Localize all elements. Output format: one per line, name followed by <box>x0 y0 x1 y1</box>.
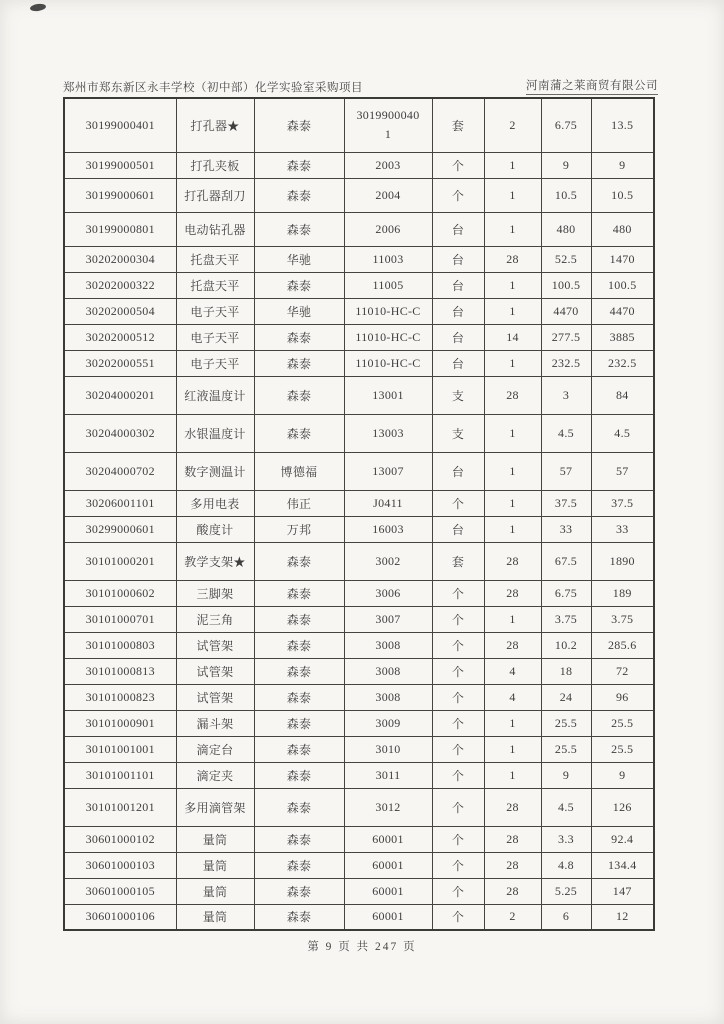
cell-unit_price: 33 <box>541 516 591 542</box>
cell-brand: 森泰 <box>254 606 344 632</box>
cell-qty: 28 <box>484 826 541 852</box>
cell-unit: 个 <box>432 710 484 736</box>
cell-code: 30206001101 <box>64 490 176 516</box>
cell-brand: 森泰 <box>254 788 344 826</box>
cell-total: 72 <box>591 658 654 684</box>
cell-name: 多用电表 <box>176 490 254 516</box>
cell-unit_price: 6.75 <box>541 580 591 606</box>
cell-code: 30204000302 <box>64 414 176 452</box>
cell-total: 12 <box>591 904 654 930</box>
cell-brand: 森泰 <box>254 324 344 350</box>
cell-code: 30601000106 <box>64 904 176 930</box>
cell-total: 1470 <box>591 246 654 272</box>
cell-name: 托盘天平 <box>176 246 254 272</box>
cell-model: 13007 <box>344 452 432 490</box>
cell-brand: 森泰 <box>254 272 344 298</box>
table-row <box>64 414 654 452</box>
cell-model: 2006 <box>344 212 432 246</box>
cell-brand: 华驰 <box>254 246 344 272</box>
cell-model: J0411 <box>344 490 432 516</box>
cell-unit: 台 <box>432 246 484 272</box>
table-row <box>64 904 654 930</box>
cell-brand: 森泰 <box>254 178 344 212</box>
cell-code: 30101000201 <box>64 542 176 580</box>
cell-brand: 森泰 <box>254 152 344 178</box>
cell-code: 30601000102 <box>64 826 176 852</box>
table-row <box>64 350 654 376</box>
cell-brand: 森泰 <box>254 658 344 684</box>
table-row <box>64 212 654 246</box>
cell-total: 480 <box>591 212 654 246</box>
table-row <box>64 878 654 904</box>
cell-model: 3011 <box>344 762 432 788</box>
project-title: 郑州市郑东新区永丰学校（初中部）化学实验室采购项目 <box>63 82 363 94</box>
cell-code: 30204000702 <box>64 452 176 490</box>
cell-total: 189 <box>591 580 654 606</box>
cell-qty: 1 <box>484 272 541 298</box>
cell-brand: 森泰 <box>254 414 344 452</box>
cell-model: 11005 <box>344 272 432 298</box>
cell-total: 57 <box>591 452 654 490</box>
cell-code: 30101001001 <box>64 736 176 762</box>
cell-qty: 1 <box>484 710 541 736</box>
cell-code: 30601000103 <box>64 852 176 878</box>
cell-name: 试管架 <box>176 632 254 658</box>
table-row <box>64 736 654 762</box>
cell-model: 11010-HC-C <box>344 350 432 376</box>
cell-unit: 个 <box>432 580 484 606</box>
cell-code: 30601000105 <box>64 878 176 904</box>
cell-code: 30204000201 <box>64 376 176 414</box>
cell-model: 13001 <box>344 376 432 414</box>
cell-unit_price: 277.5 <box>541 324 591 350</box>
table-row <box>64 298 654 324</box>
cell-brand: 森泰 <box>254 632 344 658</box>
cell-brand: 森泰 <box>254 376 344 414</box>
cell-unit: 套 <box>432 542 484 580</box>
cell-qty: 28 <box>484 878 541 904</box>
cell-unit_price: 6.75 <box>541 98 591 152</box>
cell-code: 30202000322 <box>64 272 176 298</box>
table-row <box>64 376 654 414</box>
cell-model: 16003 <box>344 516 432 542</box>
cell-model: 3010 <box>344 736 432 762</box>
table-row <box>64 452 654 490</box>
cell-code: 30199000501 <box>64 152 176 178</box>
cell-brand: 森泰 <box>254 350 344 376</box>
cell-total: 285.6 <box>591 632 654 658</box>
cell-unit_price: 37.5 <box>541 490 591 516</box>
cell-qty: 1 <box>484 736 541 762</box>
cell-unit: 台 <box>432 272 484 298</box>
cell-unit: 个 <box>432 178 484 212</box>
cell-qty: 1 <box>484 152 541 178</box>
cell-total: 3885 <box>591 324 654 350</box>
cell-unit_price: 10.2 <box>541 632 591 658</box>
cell-unit: 个 <box>432 826 484 852</box>
items-table-body <box>64 98 654 930</box>
cell-model: 11010-HC-C <box>344 298 432 324</box>
cell-unit_price: 24 <box>541 684 591 710</box>
cell-unit_price: 9 <box>541 762 591 788</box>
cell-model: 2003 <box>344 152 432 178</box>
cell-code: 30101000602 <box>64 580 176 606</box>
cell-qty: 28 <box>484 632 541 658</box>
cell-qty: 1 <box>484 516 541 542</box>
cell-unit_price: 52.5 <box>541 246 591 272</box>
table-row <box>64 826 654 852</box>
cell-name: 水银温度计 <box>176 414 254 452</box>
cell-unit_price: 480 <box>541 212 591 246</box>
cell-code: 30101000803 <box>64 632 176 658</box>
cell-code: 30199000401 <box>64 98 176 152</box>
cell-qty: 28 <box>484 376 541 414</box>
cell-unit: 个 <box>432 632 484 658</box>
cell-unit_price: 6 <box>541 904 591 930</box>
table-row <box>64 852 654 878</box>
cell-unit: 个 <box>432 684 484 710</box>
cell-unit: 台 <box>432 350 484 376</box>
cell-brand: 森泰 <box>254 826 344 852</box>
cell-qty: 1 <box>484 606 541 632</box>
cell-total: 84 <box>591 376 654 414</box>
cell-unit: 个 <box>432 762 484 788</box>
cell-name: 红液温度计 <box>176 376 254 414</box>
cell-unit_price: 3.3 <box>541 826 591 852</box>
cell-brand: 森泰 <box>254 542 344 580</box>
cell-code: 30202000304 <box>64 246 176 272</box>
cell-name: 量筒 <box>176 904 254 930</box>
cell-total: 126 <box>591 788 654 826</box>
cell-name: 量筒 <box>176 878 254 904</box>
cell-brand: 博德福 <box>254 452 344 490</box>
cell-unit: 个 <box>432 878 484 904</box>
table-row <box>64 542 654 580</box>
cell-qty: 1 <box>484 490 541 516</box>
cell-unit_price: 9 <box>541 152 591 178</box>
cell-model: 30199000401 <box>344 98 432 152</box>
supplier-company-name: 河南蒲之莱商贸有限公司 <box>526 77 658 95</box>
cell-unit: 个 <box>432 788 484 826</box>
table-row <box>64 762 654 788</box>
cell-name: 量筒 <box>176 852 254 878</box>
cell-code: 30101001201 <box>64 788 176 826</box>
cell-code: 30199000801 <box>64 212 176 246</box>
cell-qty: 14 <box>484 324 541 350</box>
table-row <box>64 684 654 710</box>
cell-model: 3008 <box>344 658 432 684</box>
cell-unit_price: 4.5 <box>541 788 591 826</box>
cell-total: 33 <box>591 516 654 542</box>
cell-unit_price: 4.5 <box>541 414 591 452</box>
cell-model: 60001 <box>344 904 432 930</box>
cell-name: 三脚架 <box>176 580 254 606</box>
cell-total: 232.5 <box>591 350 654 376</box>
cell-total: 37.5 <box>591 490 654 516</box>
cell-name: 滴定台 <box>176 736 254 762</box>
cell-code: 30101000813 <box>64 658 176 684</box>
cell-qty: 1 <box>484 452 541 490</box>
cell-model: 3009 <box>344 710 432 736</box>
cell-model: 60001 <box>344 826 432 852</box>
cell-model: 2004 <box>344 178 432 212</box>
cell-qty: 1 <box>484 178 541 212</box>
cell-brand: 森泰 <box>254 736 344 762</box>
cell-unit: 个 <box>432 658 484 684</box>
cell-qty: 28 <box>484 542 541 580</box>
cell-total: 3.75 <box>591 606 654 632</box>
cell-code: 30101000901 <box>64 710 176 736</box>
cell-total: 25.5 <box>591 710 654 736</box>
document-header <box>63 77 658 95</box>
cell-unit: 套 <box>432 98 484 152</box>
cell-unit: 个 <box>432 736 484 762</box>
cell-qty: 2 <box>484 904 541 930</box>
cell-model: 11010-HC-C <box>344 324 432 350</box>
cell-brand: 森泰 <box>254 98 344 152</box>
cell-name: 电子天平 <box>176 350 254 376</box>
cell-qty: 28 <box>484 580 541 606</box>
cell-qty: 1 <box>484 298 541 324</box>
table-row <box>64 658 654 684</box>
table-row <box>64 606 654 632</box>
cell-name: 电动钻孔器 <box>176 212 254 246</box>
scan-artifact <box>30 3 47 12</box>
table-row <box>64 272 654 298</box>
cell-model: 3006 <box>344 580 432 606</box>
cell-unit_price: 4.8 <box>541 852 591 878</box>
cell-qty: 28 <box>484 788 541 826</box>
cell-total: 92.4 <box>591 826 654 852</box>
cell-unit: 台 <box>432 452 484 490</box>
cell-unit: 支 <box>432 376 484 414</box>
cell-brand: 森泰 <box>254 684 344 710</box>
cell-code: 30299000601 <box>64 516 176 542</box>
cell-unit: 个 <box>432 490 484 516</box>
table-row <box>64 710 654 736</box>
table-row <box>64 580 654 606</box>
cell-code: 30199000601 <box>64 178 176 212</box>
cell-code: 30202000512 <box>64 324 176 350</box>
cell-brand: 森泰 <box>254 904 344 930</box>
cell-qty: 1 <box>484 414 541 452</box>
table-row <box>64 516 654 542</box>
cell-name: 量筒 <box>176 826 254 852</box>
cell-unit: 台 <box>432 516 484 542</box>
cell-name: 打孔夹板 <box>176 152 254 178</box>
cell-unit: 个 <box>432 904 484 930</box>
cell-brand: 华驰 <box>254 298 344 324</box>
cell-unit_price: 3 <box>541 376 591 414</box>
cell-unit: 台 <box>432 212 484 246</box>
cell-name: 试管架 <box>176 684 254 710</box>
cell-model: 3002 <box>344 542 432 580</box>
cell-code: 30101000823 <box>64 684 176 710</box>
cell-unit: 支 <box>432 414 484 452</box>
cell-total: 134.4 <box>591 852 654 878</box>
cell-unit: 个 <box>432 152 484 178</box>
cell-qty: 28 <box>484 246 541 272</box>
cell-qty: 1 <box>484 350 541 376</box>
table-row <box>64 178 654 212</box>
cell-model: 3008 <box>344 632 432 658</box>
table-row <box>64 152 654 178</box>
table-row <box>64 490 654 516</box>
cell-model: 60001 <box>344 852 432 878</box>
cell-model: 60001 <box>344 878 432 904</box>
cell-model: 3008 <box>344 684 432 710</box>
cell-total: 9 <box>591 152 654 178</box>
cell-qty: 2 <box>484 98 541 152</box>
cell-unit: 个 <box>432 852 484 878</box>
cell-total: 147 <box>591 878 654 904</box>
cell-brand: 森泰 <box>254 852 344 878</box>
cell-name: 漏斗架 <box>176 710 254 736</box>
cell-brand: 森泰 <box>254 878 344 904</box>
cell-unit_price: 18 <box>541 658 591 684</box>
cell-brand: 森泰 <box>254 580 344 606</box>
cell-name: 电子天平 <box>176 324 254 350</box>
cell-brand: 森泰 <box>254 762 344 788</box>
cell-total: 25.5 <box>591 736 654 762</box>
table-row <box>64 788 654 826</box>
cell-name: 酸度计 <box>176 516 254 542</box>
table-row <box>64 98 654 152</box>
cell-brand: 森泰 <box>254 212 344 246</box>
cell-name: 托盘天平 <box>176 272 254 298</box>
cell-total: 100.5 <box>591 272 654 298</box>
cell-brand: 森泰 <box>254 710 344 736</box>
cell-qty: 1 <box>484 762 541 788</box>
cell-brand: 伟正 <box>254 490 344 516</box>
cell-name: 泥三角 <box>176 606 254 632</box>
cell-qty: 28 <box>484 852 541 878</box>
cell-code: 30202000551 <box>64 350 176 376</box>
cell-unit_price: 67.5 <box>541 542 591 580</box>
cell-qty: 1 <box>484 212 541 246</box>
cell-model: 3012 <box>344 788 432 826</box>
cell-total: 4470 <box>591 298 654 324</box>
cell-name: 电子天平 <box>176 298 254 324</box>
table-row <box>64 632 654 658</box>
cell-unit: 台 <box>432 324 484 350</box>
cell-total: 96 <box>591 684 654 710</box>
cell-unit_price: 3.75 <box>541 606 591 632</box>
page-number-footer: 第 9 页 共 247 页 <box>307 941 417 953</box>
cell-brand: 万邦 <box>254 516 344 542</box>
cell-unit_price: 232.5 <box>541 350 591 376</box>
cell-qty: 4 <box>484 684 541 710</box>
cell-unit: 台 <box>432 298 484 324</box>
cell-code: 30101001101 <box>64 762 176 788</box>
cell-model: 13003 <box>344 414 432 452</box>
cell-qty: 4 <box>484 658 541 684</box>
table-row <box>64 324 654 350</box>
cell-total: 4.5 <box>591 414 654 452</box>
cell-unit_price: 4470 <box>541 298 591 324</box>
cell-name: 教学支架★ <box>176 542 254 580</box>
cell-total: 1890 <box>591 542 654 580</box>
cell-unit_price: 25.5 <box>541 736 591 762</box>
cell-unit: 个 <box>432 606 484 632</box>
cell-name: 试管架 <box>176 658 254 684</box>
cell-total: 10.5 <box>591 178 654 212</box>
cell-unit_price: 5.25 <box>541 878 591 904</box>
cell-unit_price: 25.5 <box>541 710 591 736</box>
cell-name: 打孔器刮刀 <box>176 178 254 212</box>
cell-total: 13.5 <box>591 98 654 152</box>
cell-name: 数字测温计 <box>176 452 254 490</box>
procurement-items-table <box>63 97 655 931</box>
cell-total: 9 <box>591 762 654 788</box>
cell-code: 30202000504 <box>64 298 176 324</box>
cell-unit_price: 10.5 <box>541 178 591 212</box>
cell-unit_price: 57 <box>541 452 591 490</box>
cell-name: 滴定夹 <box>176 762 254 788</box>
cell-unit_price: 100.5 <box>541 272 591 298</box>
cell-model: 3007 <box>344 606 432 632</box>
cell-name: 多用滴管架 <box>176 788 254 826</box>
cell-code: 30101000701 <box>64 606 176 632</box>
cell-model: 11003 <box>344 246 432 272</box>
cell-name: 打孔器★ <box>176 98 254 152</box>
table-row <box>64 246 654 272</box>
